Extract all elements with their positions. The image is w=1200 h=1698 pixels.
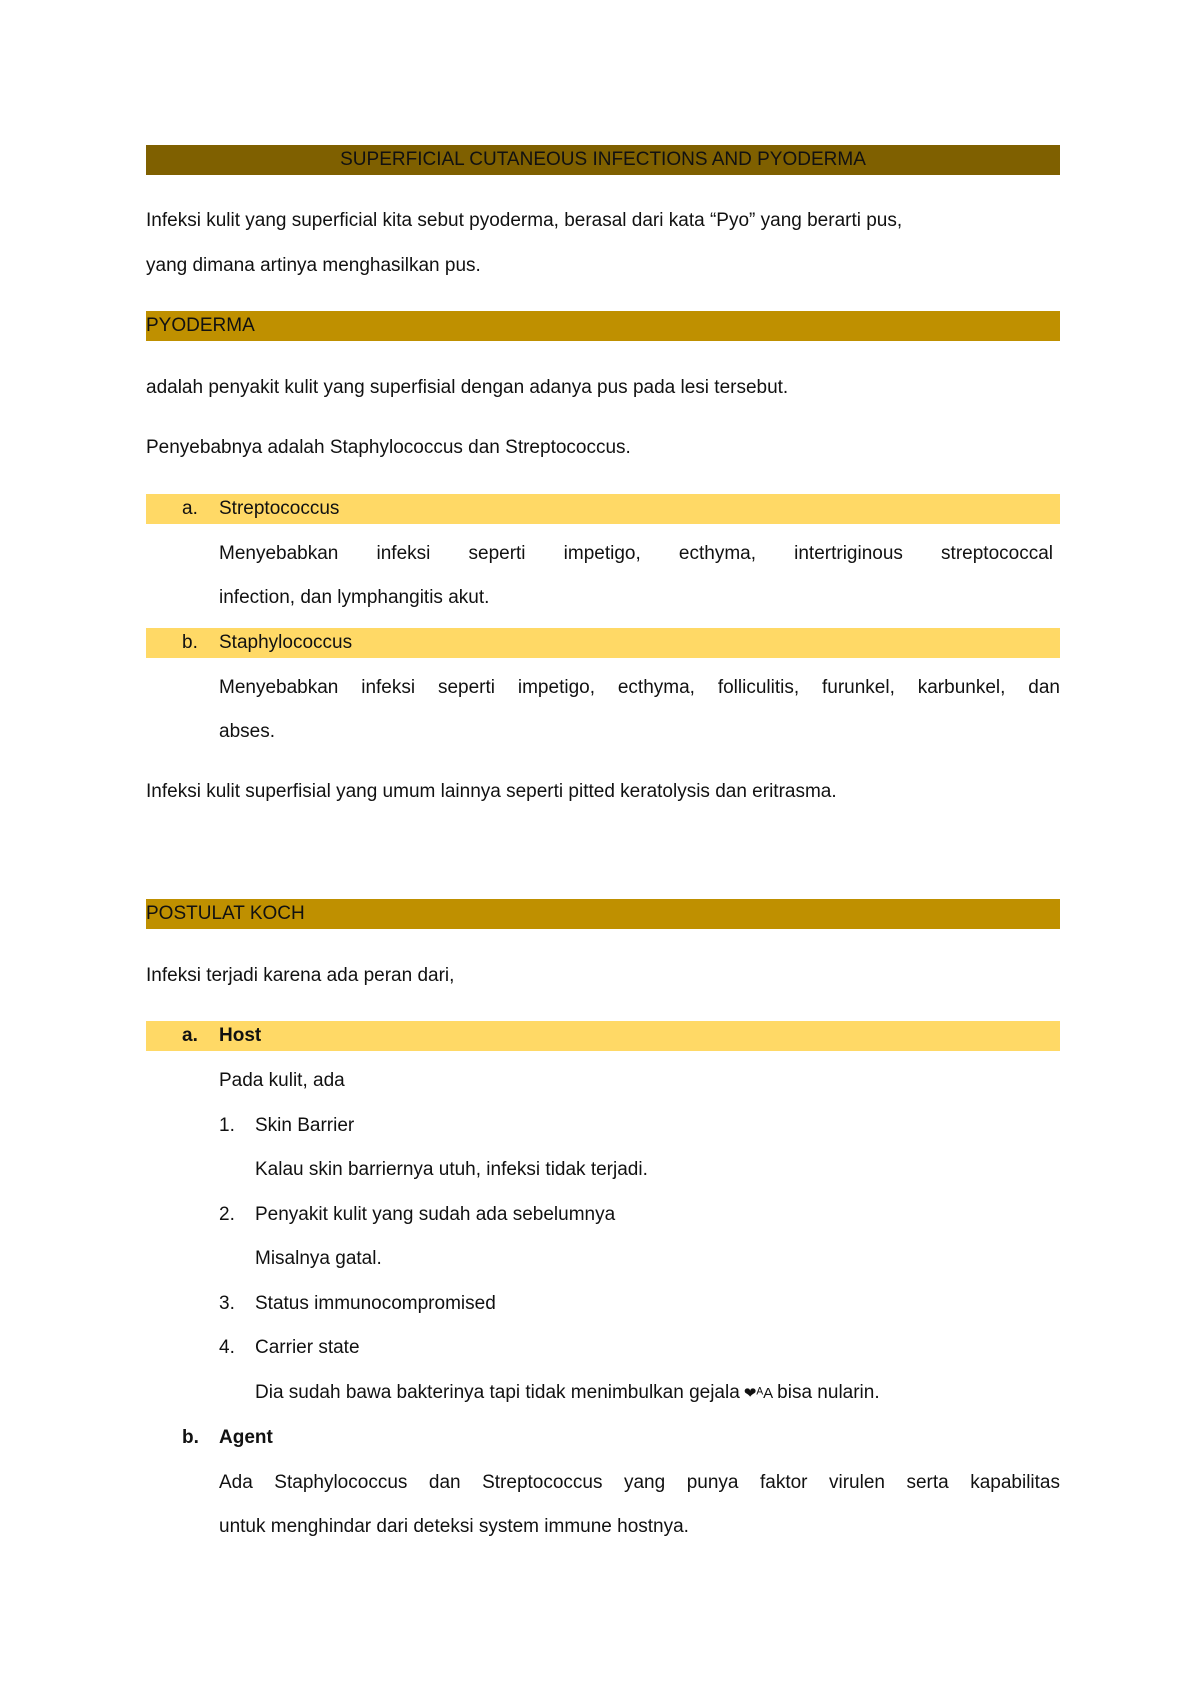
host-item-preexisting-disease-detail: Misalnya gatal. [255,1248,382,1269]
intro-line-1: Infeksi kulit yang superficial kita sebut pyoderma, berasal dari kata “Pyo” yang berarti pus, [146,210,903,231]
koch-heading-bar [146,899,1060,929]
list-marker: b. [182,1427,199,1448]
pyoderma-cause: Penyebabnya adalah Staphylococcus dan Streptococcus. [146,437,631,458]
host-item-skin-barrier: Skin Barrier [255,1115,355,1136]
emoji-glyph-icon: ❤ᴬA [743,1385,774,1402]
host-item-number: 3. [219,1293,235,1314]
list-marker: b. [182,632,198,653]
pyoderma-heading: PYODERMA [146,315,255,336]
streptococcus-heading-bar [146,494,1060,524]
agent-desc-line-2: untuk menghindar dari deteksi system immune hostnya. [219,1516,689,1537]
list-marker: a. [182,1025,198,1046]
host-heading-bar [146,1021,1060,1051]
pyoderma-definition: adalah penyakit kulit yang superfisial dengan adanya pus pada lesi tersebut. [146,377,789,398]
host-label: Host [219,1025,262,1046]
title-bar [146,145,1060,175]
agent-label: Agent [219,1427,273,1448]
pyoderma-other-infections: Infeksi kulit superfisial yang umum lainnya seperti pitted keratolysis dan eritrasma. [146,781,837,802]
host-item-number: 2. [219,1204,235,1225]
staphylococcus-label: Staphylococcus [219,632,353,653]
list-marker: a. [182,498,198,519]
host-intro: Pada kulit, ada [219,1070,345,1091]
intro-line-2: yang dimana artinya menghasilkan pus. [146,255,481,276]
pyoderma-heading-bar [146,311,1060,341]
carrier-state-detail [255,1382,880,1404]
streptococcus-desc-line-1: Menyebabkan infeksi seperti impetigo, ecthyma, intertriginous streptococcal [219,543,1053,564]
carrier-detail-text-end: bisa nularin. [777,1382,880,1403]
agent-desc-line-1: Ada Staphylococcus dan Streptococcus yang punya faktor virulen serta kapabilitas [219,1472,1060,1493]
staphylococcus-heading-bar [146,628,1060,658]
streptococcus-desc-line-2: infection, dan lymphangitis akut. [219,587,490,608]
host-item-number: 1. [219,1115,235,1136]
host-item-skin-barrier-detail: Kalau skin barriernya utuh, infeksi tidak terjadi. [255,1159,648,1180]
koch-heading: POSTULAT KOCH [146,903,305,924]
carrier-detail-text: Dia sudah bawa bakterinya tapi tidak menimbulkan gejala [255,1382,740,1403]
staphylococcus-desc-line-2: abses. [219,721,275,742]
host-item-preexisting-disease: Penyakit kulit yang sudah ada sebelumnya [255,1204,616,1225]
host-item-number: 4. [219,1337,235,1358]
staphylococcus-desc-line-1: Menyebabkan infeksi seperti impetigo, ecthyma, folliculitis, furunkel, karbunkel, dan [219,677,1060,698]
host-item-immunocompromised: Status immunocompromised [255,1293,496,1314]
koch-intro: Infeksi terjadi karena ada peran dari, [146,965,455,986]
document-title: SUPERFICIAL CUTANEOUS INFECTIONS AND PYODERMA [340,149,866,170]
host-item-carrier-state: Carrier state [255,1337,360,1358]
streptococcus-label: Streptococcus [219,498,340,519]
